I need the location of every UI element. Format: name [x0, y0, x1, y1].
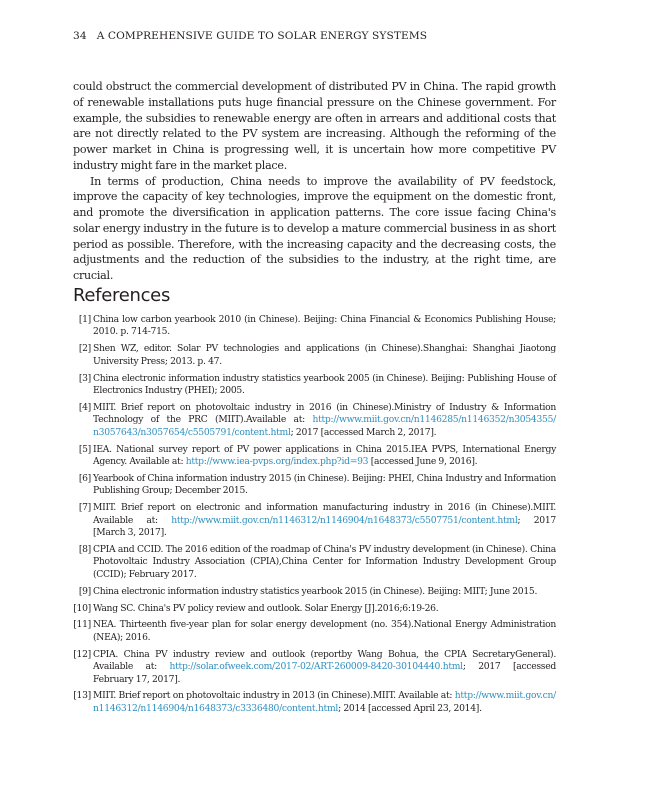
reference-text: IEA. National survey report of PV power applications in China 2015.IEA PVPS, International Energy Agency. Available at: [93, 443, 556, 468]
reference-link[interactable]: http://www.iea-pvps.org/index.php?id=93 [185, 456, 369, 468]
reference-list [73, 314, 556, 720]
reference-link[interactable]: http://www.miit.gov.cn/n1146285/n1146352/n3054355/n3057643/n3057654/c5505791/content.html [93, 414, 556, 438]
reference-number: [5] [78, 443, 91, 455]
reference-number: [10] [73, 602, 91, 614]
reference-link[interactable]: http://www.miit.gov.cn/n1146312/n1146904/n1648373/c3336480/content.html [93, 690, 556, 714]
reference-link[interactable]: http://www.miit.gov.cn/n1146312/n1146904/n1648373/c5507751/content.html [171, 514, 518, 526]
reference-item [73, 343, 556, 368]
reference-number: [11] [73, 619, 91, 631]
references-heading: References [73, 285, 171, 306]
reference-text: CPIA and CCID. The 2016 edition of the roadmap of China's PV industry development (in Chinese). China Photovoltaic Industry Association (CPIA),China Center for Information Industry Development Group (CCID); February 2017. [93, 543, 556, 580]
reference-number: [4] [78, 401, 91, 413]
reference-text: Wang SC. China's PV policy review and outlook. Solar Energy [J].2016;6:19-26. [93, 602, 439, 614]
reference-link[interactable]: http://solar.ofweek.com/2017-02/ART-260009-8420-30104440.html [169, 661, 463, 673]
body-paragraph: could obstruct the commercial development of distributed PV in China. The rapid growth of renewable installations puts huge financial pressure on the Chinese government. For example, the subsidies to renewable energy are often in arrears and additional costs that are not directly related to the PV system are increasing. Although the reforming of the power market in China is progressing well, it is uncertain how more competitive PV industry might fare in the market place. [73, 80, 556, 172]
reference-item [73, 603, 556, 615]
reference-text: CPIA. China PV industry review and outlook (reportby Wang Bohua, the CPIA SecretaryGeneral). Available at: [93, 648, 556, 673]
reference-number: [13] [73, 690, 91, 702]
reference-item [73, 314, 556, 339]
reference-item [73, 619, 556, 644]
running-title: A COMPREHENSIVE GUIDE TO SOLAR ENERGY SYSTEMS [96, 30, 428, 42]
reference-text: MIIT. Brief report on photovoltaic industry in 2016 (in Chinese).Ministry of Industry & Information Technology of the PRC (MIIT).Available at: [93, 401, 556, 426]
body-text [73, 79, 556, 284]
reference-item [73, 690, 556, 715]
reference-text: Shen WZ, editor. Solar PV technologies and applications (in Chinese).Shanghai: Shanghai Jiaotong University Press; 2013. p. 47. [93, 343, 556, 367]
reference-text: MIIT. Brief report on photovoltaic industry in 2013 (in Chinese).MIIT. Available at: [93, 690, 455, 702]
reference-access-note: [accessed June 9, 2016]. [368, 456, 478, 468]
reference-item [73, 373, 556, 398]
reference-text: NEA. Thirteenth five-year plan for solar energy development (no. 354).National Energy Administration (NEA); 2016. [93, 619, 556, 643]
reference-access-note: ; 2017 [accessed February 17, 2017]. [93, 661, 556, 685]
reference-number: [8] [78, 543, 91, 555]
body-paragraph: In terms of production, China needs to improve the availability of PV feedstock, improve the capacity of key technologies, improve the equipment on the domestic front, and promote the diversification in application patterns. The core issue facing China's solar energy industry in the future is to develop a mature commercial business in as short period as possible. Therefore, with the increasing capacity and the decreasing costs, the adjustments and the reduction of the subsidies to the industry, at the right time, are crucial. [73, 174, 556, 282]
reference-number: [1] [78, 314, 91, 325]
reference-item [73, 649, 556, 686]
reference-number: [7] [78, 502, 91, 514]
running-header [73, 30, 573, 42]
reference-text: China electronic information industry statistics yearbook 2015 (in Chinese). Beijing: MIIT; June 2015. [93, 585, 538, 597]
reference-number: [6] [78, 472, 91, 484]
reference-item [73, 473, 556, 498]
reference-number: [2] [78, 343, 91, 355]
reference-item [73, 586, 556, 598]
reference-item [73, 402, 556, 439]
reference-text: China electronic information industry statistics yearbook 2005 (in Chinese). Beijing: Publishing House of Electronics Industry (PHEI); 2005. [93, 372, 556, 397]
reference-item [73, 544, 556, 581]
reference-access-note: ; 2017 [March 3, 2017]. [93, 514, 556, 539]
page-number: 34 [73, 30, 87, 42]
reference-item [73, 444, 556, 469]
reference-number: [3] [78, 372, 91, 384]
reference-access-note: ; 2017 [accessed March 2, 2017]. [290, 426, 437, 438]
reference-item [73, 502, 556, 539]
reference-number: [9] [78, 585, 91, 597]
reference-text: MIIT. Brief report on electronic and information manufacturing industry in 2016 (in Chinese).MIIT. Available at: [93, 502, 556, 526]
reference-access-note: ; 2014 [accessed April 23, 2014]. [338, 702, 482, 714]
reference-text: China low carbon yearbook 2010 (in Chinese). Beijing: China Financial & Economics Publishing House; 2010. p. 714-715. [93, 314, 556, 338]
reference-text: Yearbook of China information industry 2015 (in Chinese). Beijing: PHEI, China Industry and Information Publishing Group; December 2015. [93, 472, 556, 497]
reference-number: [12] [73, 648, 91, 660]
